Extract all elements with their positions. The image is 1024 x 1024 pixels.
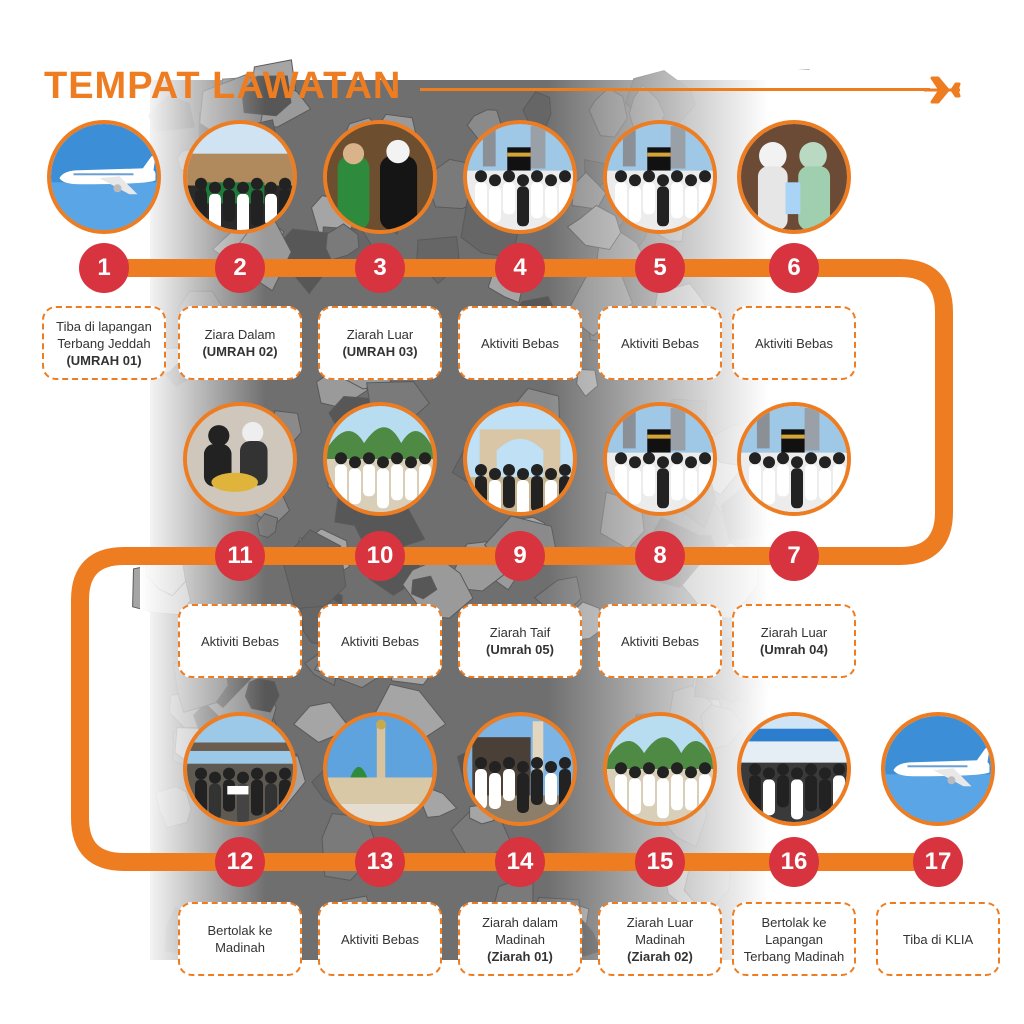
stop-description-line: Bertolak ke [761,914,827,930]
stop-photo-airplane [881,712,995,826]
stop-photo-group-at-kaaba [603,120,717,234]
stop-number-badge: 2 [215,243,265,293]
stop-description-line: Terbang Jeddah [57,335,151,351]
stop-number-badge: 3 [355,243,405,293]
stop-number-badge: 6 [769,243,819,293]
stop-photo-group-at-kaaba [603,402,717,516]
stop-description-box [318,306,442,380]
stop-photo-green-dome-mosque [323,712,437,826]
stop-number-badge: 4 [495,243,545,293]
stop-description-code: (UMRAH 03) [342,344,418,359]
stop-photo-group-at-kaaba [463,120,577,234]
stop-number-badge: 11 [215,531,265,581]
stop-description-line: Ziarah dalam [482,914,558,930]
stop-number-badge: 14 [495,837,545,887]
stop-description-box [598,306,722,380]
stop-number-badge: 16 [769,837,819,887]
stop-description-line: Aktiviti Bebas [480,335,560,351]
stop-description-line: Aktiviti Bebas [200,633,280,649]
stop-description-line: Tiba di KLIA [902,931,974,947]
stop-photo-arch-gate [463,402,577,516]
stop-description-line: Bertolak ke [207,923,273,938]
stop-description-code: (UMRAH 02) [202,344,278,359]
stop-description-box [178,604,302,678]
stop-description-line: Tiba di lapangan [56,318,152,334]
stop-photo-group-with-banner [183,712,297,826]
stop-number-badge: 12 [215,837,265,887]
stop-description-code: (Ziarah 01) [487,948,553,964]
stop-number-badge: 13 [355,837,405,887]
stop-number-badge: 15 [635,837,685,887]
stop-description-line: Ziara Dalam [204,327,276,342]
stop-description-line: Ziarah Taif [489,625,551,640]
stop-number-badge: 5 [635,243,685,293]
stop-description-line: Aktiviti Bebas [620,633,700,649]
stop-photo-group-in-park [323,402,437,516]
stop-description-box [458,604,582,678]
stop-photo-group-at-airport [737,712,851,826]
stop-number-badge: 9 [495,531,545,581]
stop-photo-group-at-mosque [463,712,577,826]
stop-description-box [732,902,856,976]
stop-description-code: (UMRAH 01) [66,352,142,368]
stop-description-line: Aktiviti Bebas [754,335,834,351]
stop-number-badge: 10 [355,531,405,581]
stop-description-box [598,902,722,976]
stop-description-line: Aktiviti Bebas [620,335,700,351]
stop-description-box [732,306,856,380]
stop-description-box [178,306,302,380]
stop-photo-pilgrims-costume [323,120,437,234]
stop-description-line: Lapangan [765,931,823,947]
stop-description-line: Ziarah Luar [760,625,828,640]
stop-description-line: Ziarah Luar [346,327,414,342]
stop-photo-meal-together [183,402,297,516]
stop-description-box [42,306,166,380]
stop-description-box [598,604,722,678]
page-title: TEMPAT LAWATAN [44,65,402,107]
stop-description-box [318,902,442,976]
stop-description-box [876,902,1000,976]
stop-photo-airplane [47,120,161,234]
stop-photo-group-at-kaaba [737,402,851,516]
title-arrow-line [420,88,930,91]
stop-description-line: Ziarah Luar [626,914,694,930]
stop-description-box [458,902,582,976]
stop-description-line: Madinah [635,931,685,947]
stop-description-box [732,604,856,678]
stop-number-badge: 8 [635,531,685,581]
stop-description-line: Madinah [215,940,265,955]
stop-description-line: Aktiviti Bebas [340,633,420,649]
stop-description-box [458,306,582,380]
stop-description-line: Terbang Madinah [743,948,845,964]
stop-photo-group-in-park [603,712,717,826]
stop-description-line: Aktiviti Bebas [340,931,420,947]
stop-number-badge: 1 [79,243,129,293]
stop-number-badge: 17 [913,837,963,887]
stop-number-badge: 7 [769,531,819,581]
airplane-icon [922,76,962,104]
stop-description-line: Madinah [495,931,545,947]
stop-description-code: (Ziarah 02) [627,948,693,964]
stop-description-box [318,604,442,678]
stop-photo-ladies-group [737,120,851,234]
stop-description-code: (Umrah 05) [486,642,554,657]
stop-photo-group-with-flag [183,120,297,234]
stop-description-box [178,902,302,976]
stop-description-code: (Umrah 04) [760,642,828,657]
